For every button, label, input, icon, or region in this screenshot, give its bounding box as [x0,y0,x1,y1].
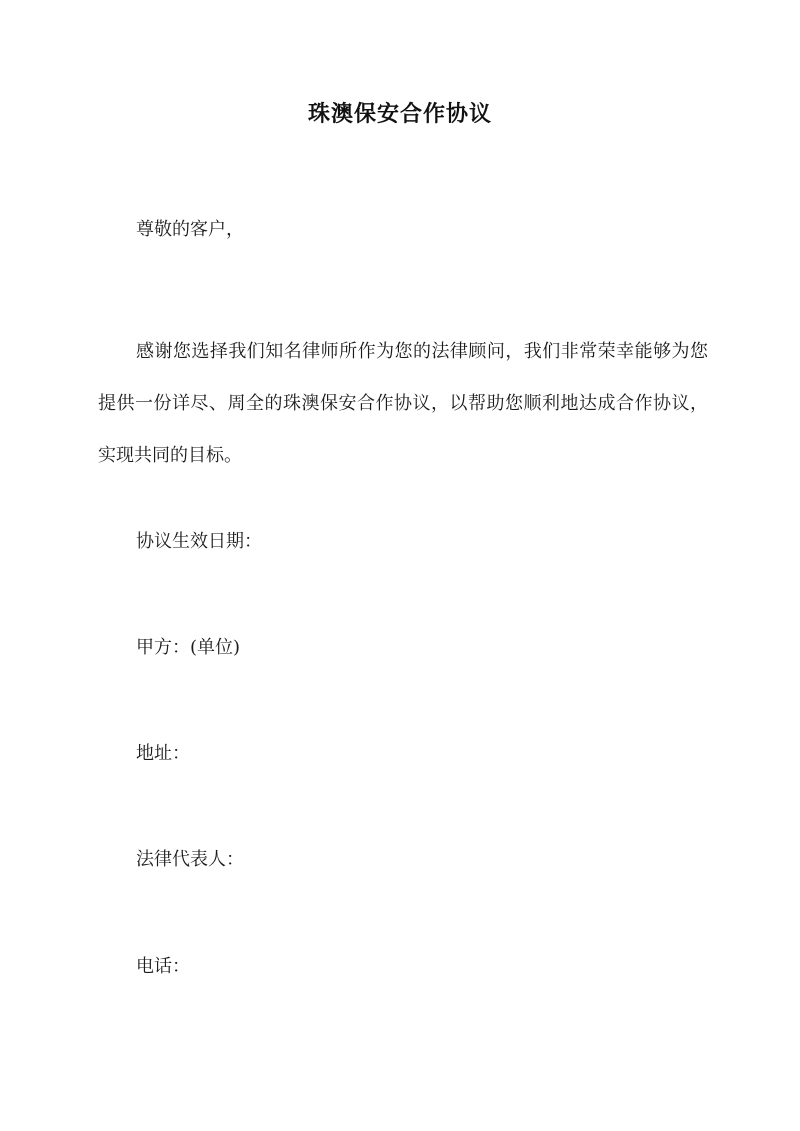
address-label: 地址： [136,743,190,764]
greeting-text: 尊敬的客户， [136,219,244,240]
effective-date-label: 协议生效日期： [136,531,262,552]
phone-label: 电话： [136,956,190,977]
intro-paragraph: 感谢您选择我们知名律师所作为您的法律顾问，我们非常荣幸能够为您提供一份详尽、周全的珠澳保安合作协议，以帮助您顺利地达成合作协议，实现共同的目标。 [98,341,708,466]
legal-representative-label: 法律代表人： [136,849,244,870]
document-title: 珠澳保安合作协议 [307,101,492,127]
party-a-label: 甲方：(单位) [136,637,241,658]
